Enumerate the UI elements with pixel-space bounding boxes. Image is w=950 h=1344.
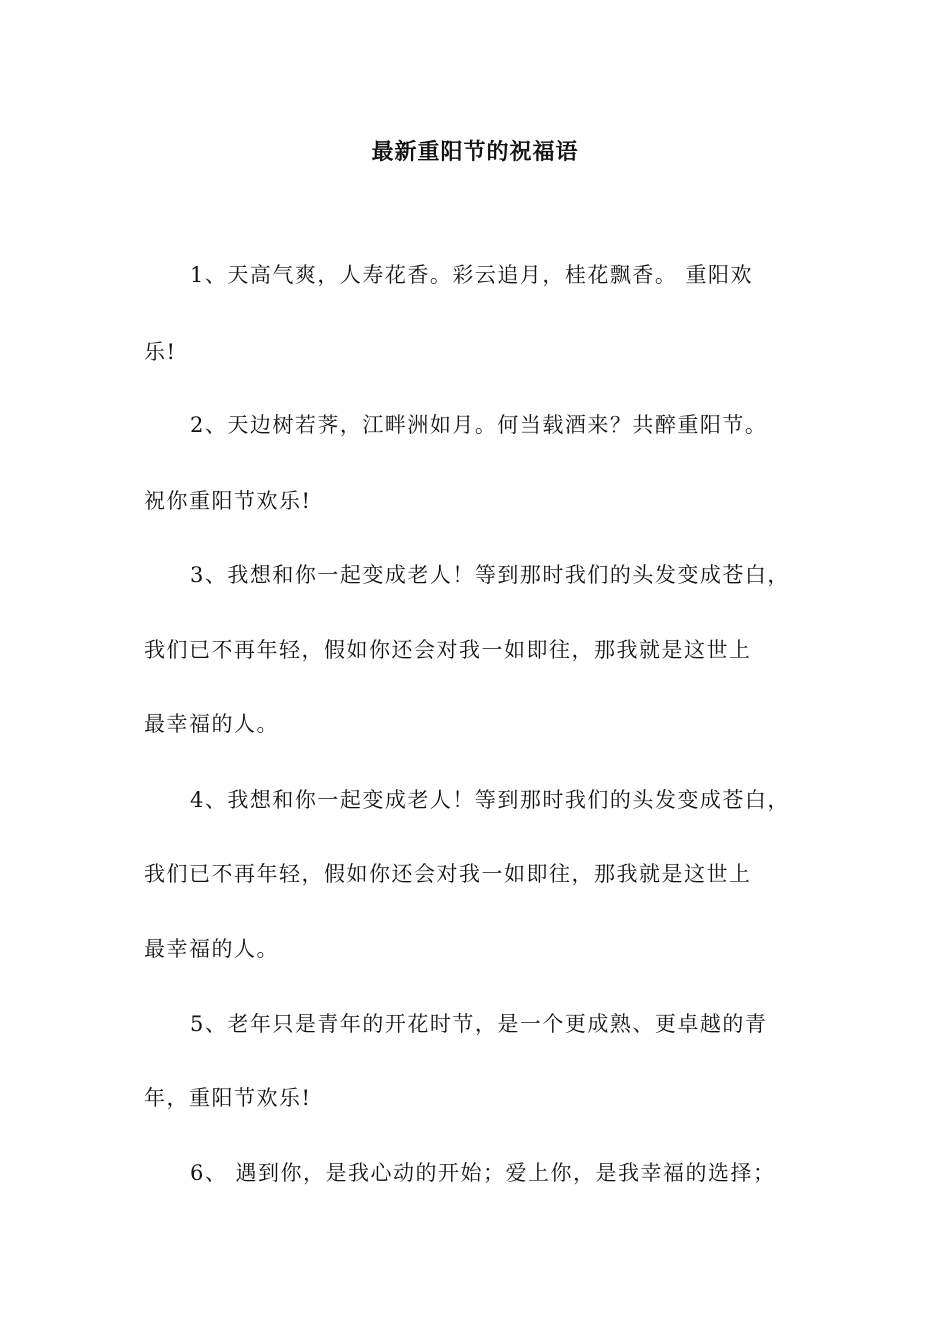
text-line: 年，重阳节欢乐! [144, 1086, 312, 1110]
text-line: 4、我想和你一起变成老人！等到那时我们的头发变成苍白， [190, 788, 790, 812]
text-line: 2、天边树若荠，江畔洲如月。何当载酒来？共醉重阳节。 [190, 413, 768, 437]
text-line: 最幸福的人。 [144, 712, 279, 736]
text-line: 我们已不再年轻，假如你还会对我一如即往，那我就是这世上 [144, 862, 752, 886]
text-line: 5、老年只是青年的开花时节，是一个更成熟、更卓越的青 [190, 1012, 768, 1036]
text-line: 我们已不再年轻，假如你还会对我一如即往，那我就是这世上 [144, 638, 752, 662]
text-line: 3、我想和你一起变成老人！等到那时我们的头发变成苍白， [190, 563, 790, 587]
text-line: 6、 遇到你，是我心动的开始；爱上你，是我幸福的选择； [190, 1161, 776, 1185]
text-line: 乐! [144, 340, 177, 364]
text-line: 1、天高气爽，人寿花香。彩云追月，桂花飘香。 重阳欢 [190, 263, 754, 287]
page-title: 最新重阳节的祝福语 [371, 139, 579, 165]
text-line: 祝你重阳节欢乐! [144, 489, 312, 513]
text-line: 最幸福的人。 [144, 937, 279, 961]
